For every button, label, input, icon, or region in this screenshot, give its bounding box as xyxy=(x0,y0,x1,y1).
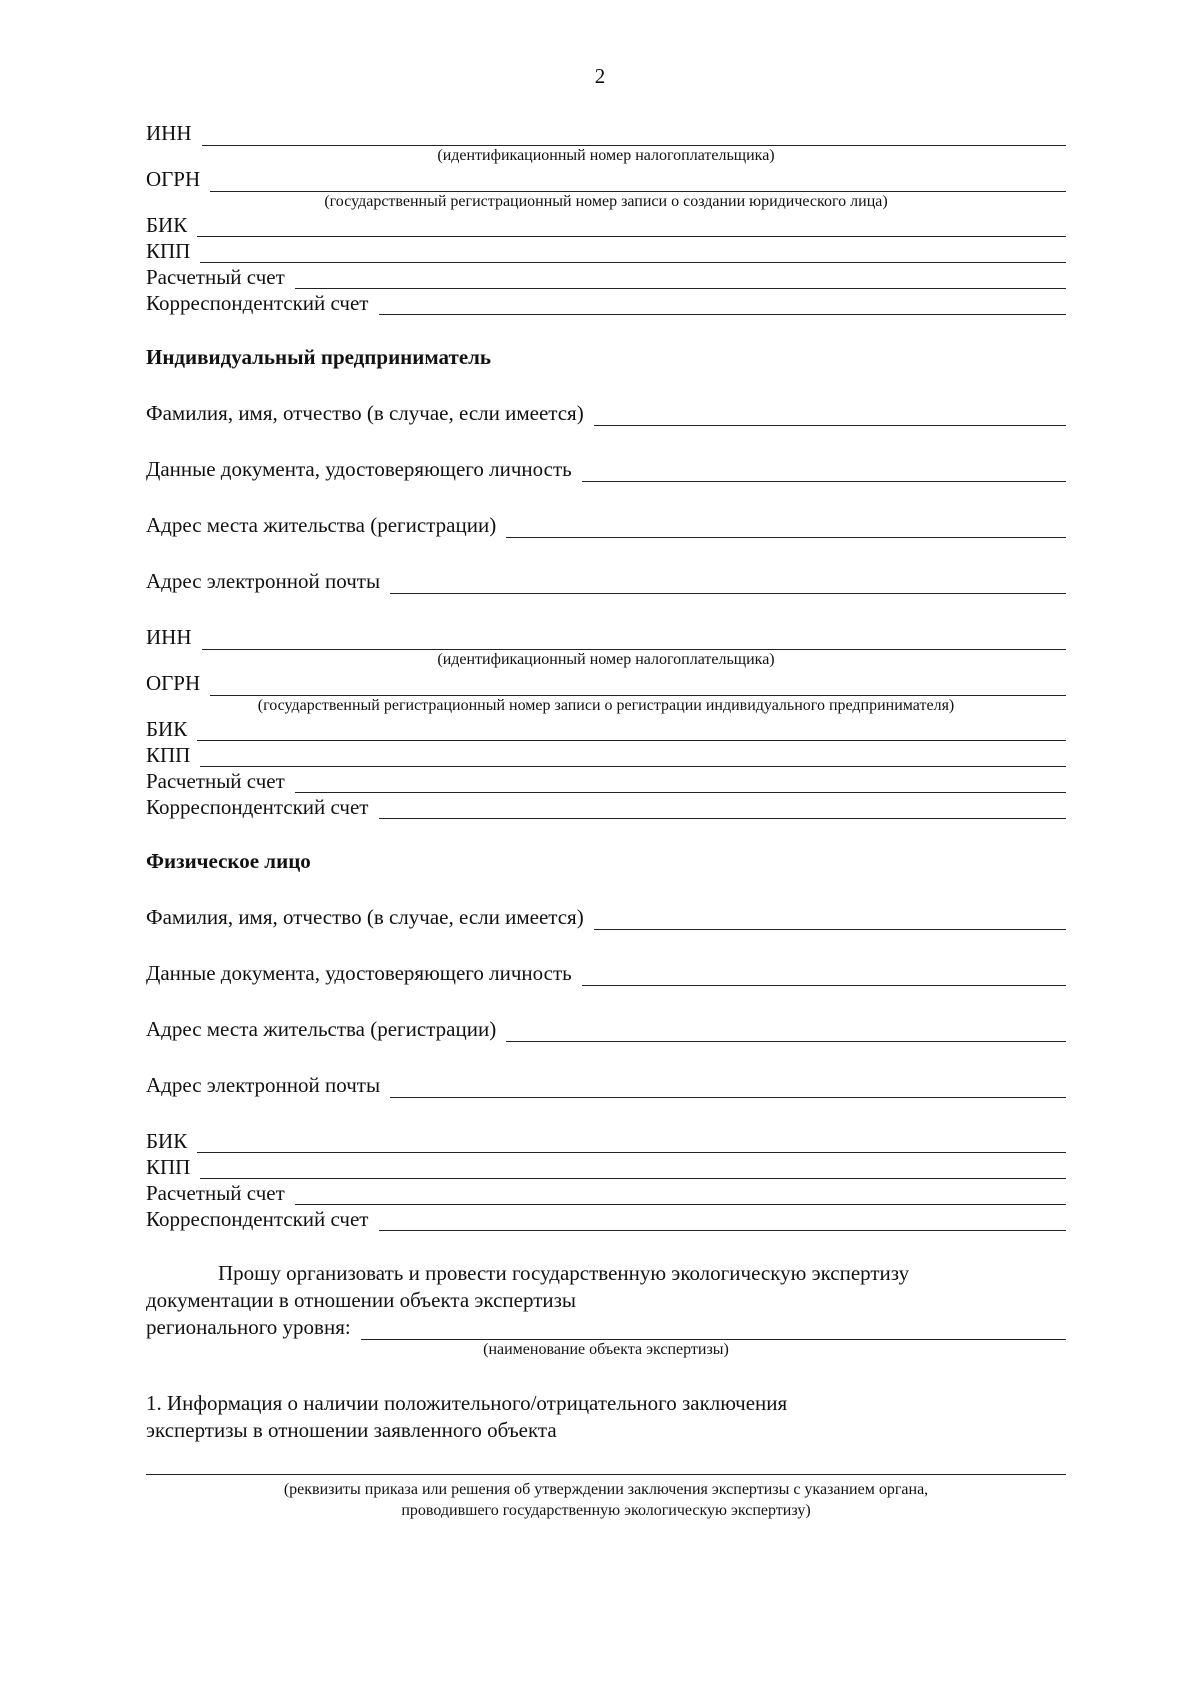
legal-bik-label: БИК xyxy=(146,213,188,237)
fl-bik-row xyxy=(146,1128,1066,1154)
ip-account-label: Расчетный счет xyxy=(146,769,285,793)
legal-bik-row xyxy=(146,212,1066,238)
legal-inn-row xyxy=(146,120,1066,146)
ip-ogrn-row xyxy=(146,670,1066,696)
ip-email-label: Адрес электронной почты xyxy=(146,569,381,593)
legal-corr-account-row xyxy=(146,290,1066,316)
legal-inn-label: ИНН xyxy=(146,121,192,145)
legal-kpp-row xyxy=(146,238,1066,264)
ip-bik-row xyxy=(146,716,1066,742)
ip-address-row xyxy=(146,512,1066,538)
legal-corr-account-label: Корреспондентский счет xyxy=(146,291,369,315)
legal-account-label: Расчетный счет xyxy=(146,265,285,289)
request-line-1: Прошу организовать и провести государственную экологическую экспертизу xyxy=(218,1261,910,1285)
fl-corr-account-field[interactable] xyxy=(379,1211,1067,1231)
legal-ogrn-hint: (государственный регистрационный номер записи о создании юридического лица) xyxy=(324,193,888,210)
section1-line-2: экспертизы в отношении заявленного объекта xyxy=(146,1418,557,1442)
fl-fio-field[interactable] xyxy=(594,910,1066,930)
ip-corr-account-label: Корреспондентский счет xyxy=(146,795,369,819)
fl-corr-account-label: Корреспондентский счет xyxy=(146,1207,369,1231)
section1-hint-line-1: (реквизиты приказа или решения об утверждении заключения экспертизы с указанием органа, xyxy=(283,1481,929,1498)
fl-fio-row xyxy=(146,904,1066,930)
ip-ogrn-label: ОГРН xyxy=(146,671,201,695)
fl-email-row xyxy=(146,1072,1066,1098)
legal-ogrn-label: ОГРН xyxy=(146,167,201,191)
ip-fio-field[interactable] xyxy=(594,406,1066,426)
legal-ogrn-row xyxy=(146,166,1066,192)
ip-id-doc-field[interactable] xyxy=(582,462,1066,482)
fl-account-row xyxy=(146,1180,1066,1206)
ip-address-label: Адрес места жительства (регистрации) xyxy=(146,513,497,537)
request-object-hint: (наименование объекта экспертизы) xyxy=(483,1341,729,1358)
ip-id-doc-label: Данные документа, удостоверяющего личность xyxy=(146,457,572,481)
fl-bik-label: БИК xyxy=(146,1129,188,1153)
ip-account-field[interactable] xyxy=(295,773,1066,793)
ip-corr-account-field[interactable] xyxy=(379,799,1067,819)
legal-kpp-label: КПП xyxy=(146,239,191,263)
section1-field[interactable] xyxy=(146,1444,1066,1475)
request-object-field[interactable] xyxy=(361,1320,1066,1340)
section1-line-1: 1. Информация о наличии положительного/отрицательного заключения xyxy=(146,1391,788,1415)
ip-fio-row xyxy=(146,400,1066,426)
fl-corr-account-row xyxy=(146,1206,1066,1232)
fl-account-label: Расчетный счет xyxy=(146,1181,285,1205)
ip-account-row xyxy=(146,768,1066,794)
legal-account-field[interactable] xyxy=(295,269,1066,289)
ip-corr-account-row xyxy=(146,794,1066,820)
ip-email-field[interactable] xyxy=(390,574,1066,594)
legal-inn-hint: (идентификационный номер налогоплательщика) xyxy=(437,147,775,164)
ip-email-row xyxy=(146,568,1066,594)
ip-fio-label: Фамилия, имя, отчество (в случае, если имеется) xyxy=(146,401,584,425)
fl-email-field[interactable] xyxy=(390,1078,1066,1098)
legal-kpp-field[interactable] xyxy=(200,243,1066,263)
fl-fio-label: Фамилия, имя, отчество (в случае, если имеется) xyxy=(146,905,584,929)
ip-inn-label: ИНН xyxy=(146,625,192,649)
ip-inn-hint: (идентификационный номер налогоплательщика) xyxy=(437,651,775,668)
legal-account-row xyxy=(146,264,1066,290)
ip-id-doc-row xyxy=(146,456,1066,482)
fl-address-field[interactable] xyxy=(506,1022,1066,1042)
fl-id-doc-label: Данные документа, удостоверяющего личность xyxy=(146,961,572,985)
ip-bik-field[interactable] xyxy=(197,721,1066,741)
request-object-row xyxy=(146,1314,1066,1340)
ip-inn-row xyxy=(146,624,1066,650)
ip-address-field[interactable] xyxy=(506,518,1066,538)
page-number: 2 xyxy=(594,64,606,88)
section1-hint-line-2: проводившего государственную экологическую экспертизу) xyxy=(401,1502,811,1519)
request-object-label: регионального уровня: xyxy=(146,1315,351,1339)
legal-bik-field[interactable] xyxy=(197,217,1066,237)
application-form xyxy=(146,120,1066,1521)
ip-kpp-label: КПП xyxy=(146,743,191,767)
fl-address-row xyxy=(146,1016,1066,1042)
ip-ogrn-field[interactable] xyxy=(210,676,1066,696)
request-line-2: документации в отношении объекта экспертизы xyxy=(146,1288,577,1312)
legal-corr-account-field[interactable] xyxy=(379,295,1067,315)
fl-id-doc-row xyxy=(146,960,1066,986)
ip-inn-field[interactable] xyxy=(202,630,1067,650)
fl-email-label: Адрес электронной почты xyxy=(146,1073,381,1097)
fl-kpp-field[interactable] xyxy=(200,1159,1066,1179)
fl-id-doc-field[interactable] xyxy=(582,966,1066,986)
natural-person-heading: Физическое лицо xyxy=(146,849,311,873)
fl-address-label: Адрес места жительства (регистрации) xyxy=(146,1017,497,1041)
fl-kpp-label: КПП xyxy=(146,1155,191,1179)
legal-ogrn-field[interactable] xyxy=(210,172,1066,192)
fl-bik-field[interactable] xyxy=(197,1133,1066,1153)
fl-kpp-row xyxy=(146,1154,1066,1180)
fl-account-field[interactable] xyxy=(295,1185,1066,1205)
legal-inn-field[interactable] xyxy=(202,126,1067,146)
ip-kpp-field[interactable] xyxy=(200,747,1066,767)
ip-bik-label: БИК xyxy=(146,717,188,741)
ip-kpp-row xyxy=(146,742,1066,768)
entrepreneur-heading: Индивидуальный предприниматель xyxy=(146,345,492,369)
ip-ogrn-hint: (государственный регистрационный номер записи о регистрации индивидуального предпринимателя) xyxy=(257,697,955,714)
